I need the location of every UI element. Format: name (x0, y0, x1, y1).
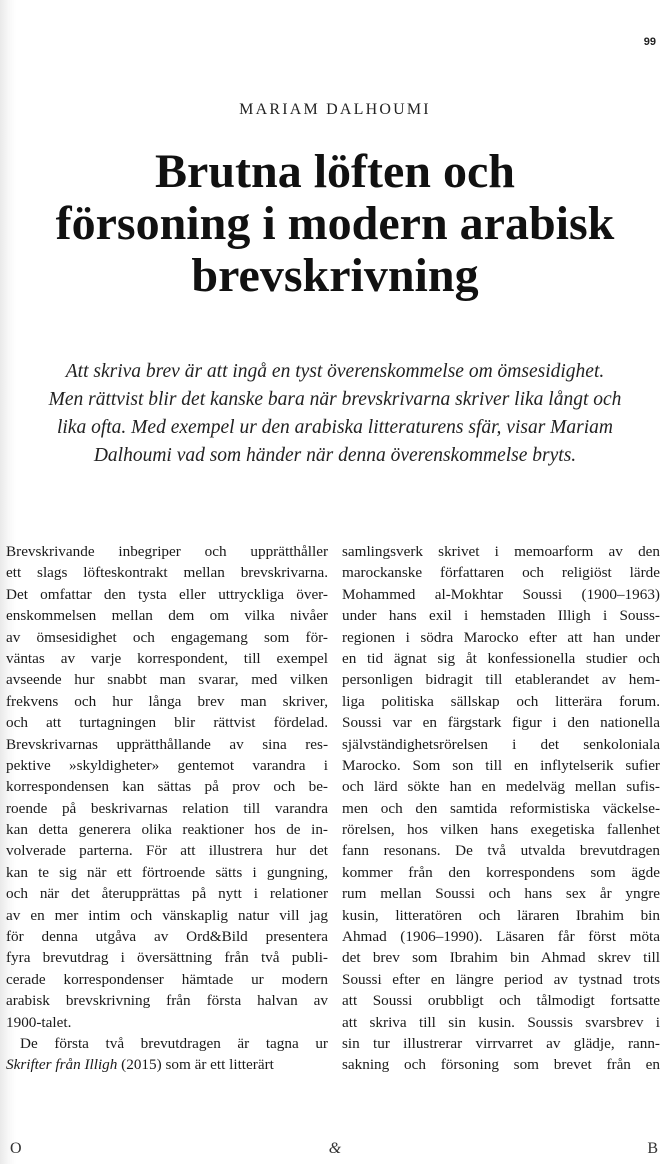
lead-line: Dalhoumi vad som händer när denna överenskommelse bryts. (93, 445, 577, 466)
body-line: liga politiska sällskap och litterära forum. (342, 692, 660, 710)
body-line: avseende hur snabbt man svarar, med vilken (6, 671, 328, 689)
page-number: 99 (643, 36, 656, 48)
body-line: en tid ägnat sig åt konfessionella studier och (342, 649, 660, 667)
lead-line: Att skriva brev är att ingå en tyst överenskommelse om ömsesidighet. (65, 361, 605, 382)
body-line: sin tur illustrerar virrvarret av glädje, rann- (342, 1034, 660, 1052)
body-line: frekvens och hur långa brev man skriver, (6, 692, 328, 710)
body-line: Soussi var en färgstark figur i den nationella (342, 714, 660, 732)
lead-line: Men rättvist blir det kanske bara när brevskrivarna skriver lika långt och (48, 389, 622, 410)
body-line: väntas av varje korrespondent, till exempel (6, 649, 328, 667)
body-line: självständighetsrörelsen i det senkoloniala (342, 735, 660, 753)
article-lead (10, 358, 660, 470)
body-line-rest: (2015) som är ett litterärt (117, 1056, 274, 1074)
body-line: och lärd sökte han en medelväg mellan sufis- (342, 778, 660, 796)
article-title (10, 146, 660, 302)
body-line: De första två brevutdragen är tagna ur (20, 1034, 328, 1052)
body-line: Soussi efter en längre period av tystnad trots (342, 970, 660, 988)
body-line: Marocko. Som son till en inflytelserik sufier (342, 756, 660, 774)
body-line: och när det återupprättas på nytt i relationer (6, 885, 328, 903)
body-line: men och den samtida reformistiska väckelse- (342, 799, 660, 817)
title-line: brevskrivning (191, 249, 479, 302)
body-line: rum mellan Soussi och hans sex år yngre (342, 885, 660, 903)
body-line: kan detta generera olika reaktioner hos de in- (6, 821, 328, 839)
body-line: Mohammed al-Mokhtar Soussi (1900–1963) (342, 585, 660, 603)
body-line: Brevskrivande inbegriper och upprätthåller (6, 543, 328, 560)
body-line: att Soussi orubbligt och tålmodigt fortsatte (342, 992, 660, 1010)
body-line: för denna utgåva av Ord&Bild presentera (6, 928, 328, 946)
body-line: kan te sig när ett förtroende sätts i gungning, (6, 863, 328, 881)
body-line: det brev som Ibrahim bin Ahmad skrev till (342, 949, 660, 967)
body-line: Det omfattar den tysta eller uttryckliga över- (6, 585, 328, 603)
body-line: av en mer intim och vänskaplig natur vill jag (6, 906, 328, 924)
body-line: roende på beskrivarnas relation till varandra (6, 799, 328, 817)
body-line (6, 1054, 328, 1075)
body-line: ett slags löfteskontrakt mellan brevskrivarna. (6, 564, 328, 582)
body-line: cerade korrespondenser hämtade ur modern (6, 970, 328, 988)
body-line: enskommelsen mellan dem om vilka nivåer (6, 607, 328, 625)
footer-letter-o: O (10, 1140, 22, 1157)
body-column-right (342, 541, 660, 1076)
body-line: rörelsen, hos vilken hans exegetiska fallenhet (342, 821, 660, 839)
body-line: volverade parterna. För att illustrera hur det (6, 842, 328, 860)
title-line: Brutna löften och (155, 145, 515, 198)
title-line: försoning i modern arabisk (55, 197, 615, 250)
body-line: arabisk brevskrivning från första halvan av (6, 992, 328, 1010)
body-line: kusin, litteratören och läraren Ibrahim bin (342, 906, 660, 924)
body-line: korrespondensen kan sättas på prov och be- (6, 778, 328, 796)
body-line: pektive »skyldigheter» gentemot varandra i (6, 756, 328, 774)
body-line: kommer från den korrespondens som ägde (342, 863, 660, 881)
lead-line: lika ofta. Med exempel ur den arabiska litteraturens sfär, visar Mariam (56, 417, 614, 438)
body-column-left (6, 541, 328, 1076)
book-title: Skrifter från Illigh (6, 1056, 118, 1074)
body-line: under hans exil i hemstaden Illigh i Souss- (342, 607, 660, 625)
author-name: MARIAM DALHOUMI (239, 101, 431, 118)
body-line: av ömsesidighet och engagemang som för- (6, 628, 328, 646)
body-line: Ahmad (1906–1990). Läsaren får först möta (342, 928, 660, 946)
body-line: att skriva till sin kusin. Soussis svarsbrev i (342, 1013, 660, 1031)
body-line: personligen bidragit till etablerandet av hem- (342, 671, 660, 689)
body-line: 1900-talet. (6, 1013, 72, 1031)
body-line: marockanske författaren och religiöst lärde (342, 564, 660, 582)
body-line: regionen i södra Marocko efter att han under (342, 628, 660, 646)
footer-ampersand: & (328, 1140, 342, 1157)
body-line: fann resonans. De två utvalda brevutdragen (342, 842, 660, 860)
body-line: samlingsverk skrivet i memoarform av den (342, 543, 660, 560)
body-line: fyra brevutdrag i översättning från två publi- (6, 949, 328, 967)
body-line: och att turtagningen blir rättvist fördelad. (6, 714, 328, 732)
body-line: sakning och försoning som brevet från en (342, 1056, 660, 1074)
body-line: Brevskrivarnas upprätthållande av sina res- (6, 735, 328, 753)
footer-letter-b: B (647, 1140, 658, 1157)
